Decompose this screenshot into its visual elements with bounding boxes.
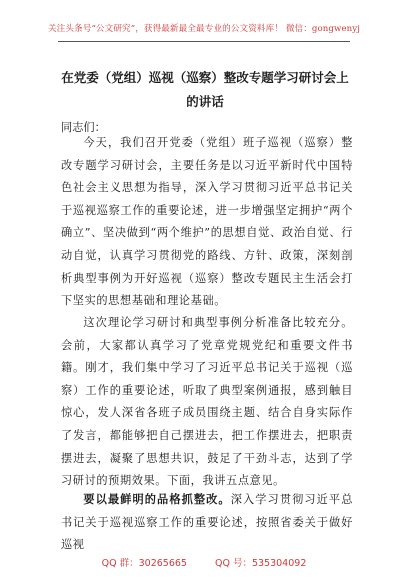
section-1-text: 深入学习贯彻习近平总书记关于巡视巡察工作的重要论述，按照省委关于做好巡视 <box>61 493 353 552</box>
paragraph-2: 这次理论学习研讨和典型事例分析准备比较充分。会前，大家都认真学习了党章党规党纪和重要文件书籍。刚才，我们集中学习了习近平总书记关于巡视（巡察）工作的重要论述，听取了典型案例通报，感到触目惊心，发人深省各班子成员围绕主题、结合自身实际作了发言，都能够把自己摆进去，把工作摆进去，把职责摆进去，凝聚了思想共识，鼓足了干劲斗志，达到了学习研讨的预期效果。下面，我讲五点意见。 <box>61 316 353 488</box>
paragraph-1: 今天，我们召开党委（党组）班子巡视（巡察）整改专题学习研讨会，主要任务是以习近平新时代中国特色社会主义思想为指导，深入学习贯彻习近平总书记关于巡视巡察工作的重要论述，进一步增强坚定拥护“两个确立”、坚决做到“两个维护”的思想自觉、政治自觉、行动自觉，认真学习贯彻党的路线、方针、政策，深刻剖析典型事例为开好巡视（巡察）整改专题民主生活会打下坚实的思想基础和理论基础。 <box>61 136 353 308</box>
header-banner: 关注头条号“公文研究”，获得最新最全最专业的公文资料库！ 微信：gongwenyj <box>47 24 361 34</box>
salutation: 同志们： <box>61 121 106 134</box>
footer-contact <box>0 555 408 569</box>
section-1-lead: 要以最鲜明的品格抓整改。 <box>83 492 231 506</box>
footer-qq-number: QQ 号：535304092 <box>214 558 307 569</box>
paragraph-3 <box>61 488 353 557</box>
document-title: 在党委（党组）巡视（巡察）整改专题学习研讨会上的讲话 <box>61 70 349 109</box>
header-divider <box>58 41 350 42</box>
footer-qq-group: QQ 群：30265665 <box>101 558 187 569</box>
